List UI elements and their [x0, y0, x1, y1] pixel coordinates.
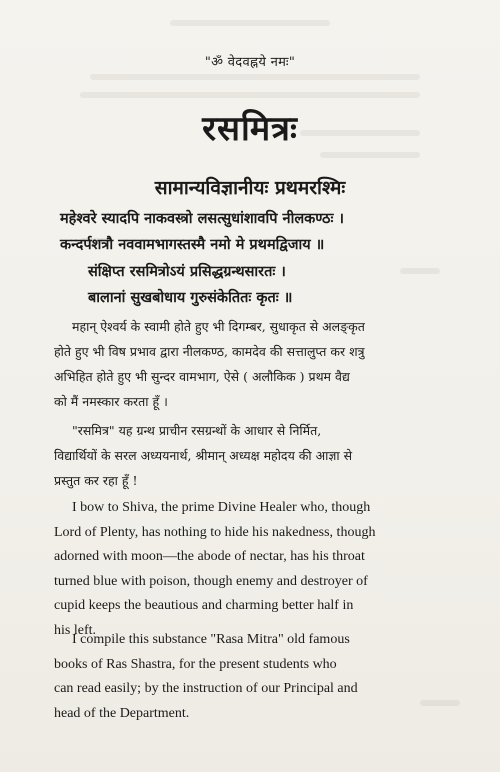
hindi-line: महान् ऐश्वर्य के स्वामी होते हुए भी दिगम्बर, सुधाकृत से अलङ्कृत [72, 319, 365, 334]
hindi-line: को मैं नमस्कार करता हूँ । [54, 394, 168, 409]
verse-line-3: संक्षिप्त रसमित्रोऽयं प्रसिद्धग्रन्थसारतः । [88, 263, 286, 280]
invocation-line: "ॐ वेदवह्नये नमः" [204, 55, 296, 70]
english-line: cupid keeps the beautious and charming better half in [54, 598, 354, 613]
english-line: head of the Department. [54, 705, 190, 721]
english-line: books of Ras Shastra, for the present students who [54, 656, 337, 672]
verse-line-2: कन्दर्पशत्रौ नववामभागस्तस्मै नमो मे प्रथमद्विजाय ॥ [60, 236, 325, 253]
hindi-line: प्रस्तुत कर रहा हूँ ! [54, 473, 138, 488]
hindi-paragraph-1 [54, 314, 454, 414]
english-line: turned blue with poison, though enemy and destroyer of [54, 573, 368, 589]
page-title: रसमित्रः [202, 109, 298, 149]
english-line: his left. [54, 622, 96, 638]
verse-line-1: महेश्वरे स्यादपि नाकवस्त्रो लसत्सुधांशावपि नीलकण्ठः । [60, 210, 344, 227]
hindi-line: विद्यार्थियों के सरल अध्ययनार्थ, श्रीमान् अध्यक्ष महोदय की आज्ञा से [54, 448, 353, 463]
hindi-line: होते हुए भी विष प्रभाव द्वारा नीलकण्ठ, कामदेव की सत्तालुप्त कर शत्रु [54, 344, 365, 359]
verse-line-4: बालानां सुखबोधाय गुरुसंकेतितः कृतः ॥ [88, 289, 293, 306]
english-line: Lord of Plenty, has nothing to hide his nakedness, though [54, 524, 376, 540]
hindi-paragraph-2 [54, 418, 454, 493]
english-line: adorned with moon—the abode of nectar, has his throat [54, 549, 365, 564]
english-paragraph-2 [54, 628, 458, 726]
english-paragraph-1 [54, 496, 458, 643]
hindi-line: "रसमित्र" यह ग्रन्थ प्राचीन रसग्रन्थों के आधार से निर्मित, [72, 423, 322, 438]
english-line: can read easily; by the instruction of our Principal and [54, 681, 358, 696]
english-line: I compile this substance "Rasa Mitra" old famous [72, 632, 350, 647]
chapter-subtitle: सामान्यविज्ञानीयः प्रथमरश्मिः [154, 177, 346, 199]
hindi-line: अभिहित होते हुए भी सुन्दर वामभाग, ऐसे ( अलौकिक ) प्रथम वैद्य [54, 369, 350, 384]
english-line: I bow to Shiva, the prime Divine Healer who, though [72, 500, 371, 515]
